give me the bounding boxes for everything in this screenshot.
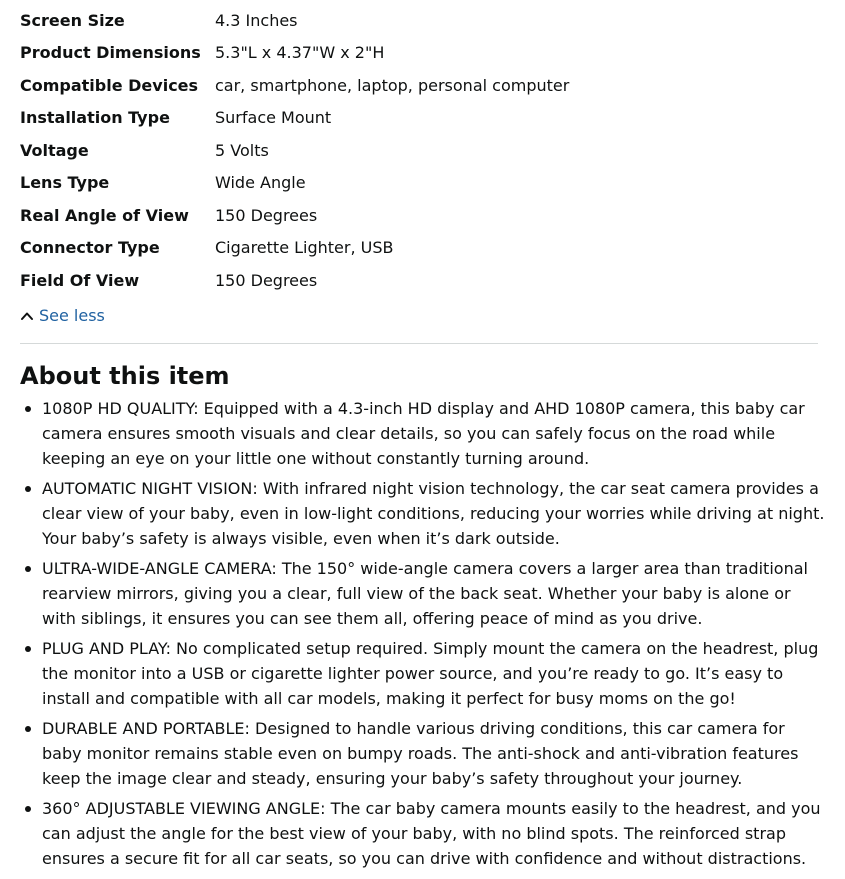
spec-row — [20, 264, 820, 297]
spec-label: Lens Type — [20, 173, 110, 193]
spec-row — [20, 37, 820, 70]
spec-label: Connector Type — [20, 238, 160, 258]
spec-value: Wide Angle — [215, 173, 306, 193]
bullet-dot-icon — [25, 566, 31, 572]
spec-label: Compatible Devices — [20, 75, 199, 95]
spec-row — [20, 4, 820, 37]
spec-value: Surface Mount — [215, 108, 332, 128]
bullet-text: AUTOMATIC NIGHT VISION: With infrared night vision technology, the car seat camera provides a clear view of your baby, even in low-light conditions, reducing your worries while driving at night. Your baby’s safety is always visible, even when it’s dark outside. — [42, 479, 825, 548]
spec-row — [20, 199, 820, 232]
spec-label: Real Angle of View — [20, 205, 189, 225]
spec-label: Field Of View — [20, 270, 140, 290]
list-item — [20, 716, 825, 791]
list-item — [20, 396, 825, 471]
list-item — [20, 556, 825, 631]
bullet-dot-icon — [25, 646, 31, 652]
spec-row — [20, 102, 820, 135]
section-divider — [20, 343, 818, 344]
list-item — [20, 476, 825, 551]
spec-row — [20, 134, 820, 167]
spec-row — [20, 167, 820, 200]
see-less-label: See less — [39, 306, 105, 325]
spec-row — [20, 69, 820, 102]
bullet-text: 1080P HD QUALITY: Equipped with a 4.3-inch HD display and AHD 1080P camera, this baby car camera ensures smooth visuals and clear details, so you can safely focus on the road while keeping an eye on your little one without constantly turning around. — [42, 399, 805, 468]
bullet-dot-icon — [25, 486, 31, 492]
list-item — [20, 796, 825, 871]
bullet-text: ULTRA-WIDE-ANGLE CAMERA: The 150° wide-angle camera covers a larger area than traditional rearview mirrors, giving you a clear, full view of the back seat. Whether your baby is alone or with siblings, it ensures you can see them all, offering peace of mind as you drive. — [42, 559, 808, 628]
spec-label: Product Dimensions — [20, 43, 201, 63]
spec-value: car, smartphone, laptop, personal computer — [215, 75, 570, 95]
chevron-up-icon — [20, 309, 34, 323]
spec-value: 150 Degrees — [215, 270, 318, 290]
list-item — [20, 636, 825, 711]
spec-row — [20, 232, 820, 265]
about-bullet-list — [20, 396, 825, 876]
spec-value: 5.3"L x 4.37"W x 2"H — [215, 43, 385, 63]
bullet-text: DURABLE AND PORTABLE: Designed to handle various driving conditions, this car camera for baby monitor remains stable even on bumpy roads. The anti-shock and anti-vibration features keep the image clear and steady, ensuring your baby’s safety throughout your journey. — [42, 719, 799, 788]
bullet-dot-icon — [25, 806, 31, 812]
bullet-text: 360° ADJUSTABLE VIEWING ANGLE: The car baby camera mounts easily to the headrest, and you can adjust the angle for the best view of your baby, with no blind spots. The reinforced strap ensures a secure fit for all car seats, so you can drive with confidence and without distractions. — [42, 799, 821, 868]
bullet-dot-icon — [25, 406, 31, 412]
spec-value: 4.3 Inches — [215, 10, 298, 30]
spec-label: Installation Type — [20, 108, 170, 128]
spec-value: 5 Volts — [215, 140, 269, 160]
spec-label: Screen Size — [20, 10, 125, 30]
spec-value: 150 Degrees — [215, 205, 318, 225]
product-specs-table — [20, 4, 820, 297]
spec-label: Voltage — [20, 140, 89, 160]
see-less-link[interactable] — [20, 306, 105, 325]
spec-value: Cigarette Lighter, USB — [215, 238, 394, 258]
about-heading: About this item — [20, 362, 230, 390]
bullet-dot-icon — [25, 726, 31, 732]
bullet-text: PLUG AND PLAY: No complicated setup required. Simply mount the camera on the headrest, plug the monitor into a USB or cigarette lighter power source, and you’re ready to go. It’s easy to install and compatible with all car models, making it perfect for busy moms on the go! — [42, 639, 819, 708]
